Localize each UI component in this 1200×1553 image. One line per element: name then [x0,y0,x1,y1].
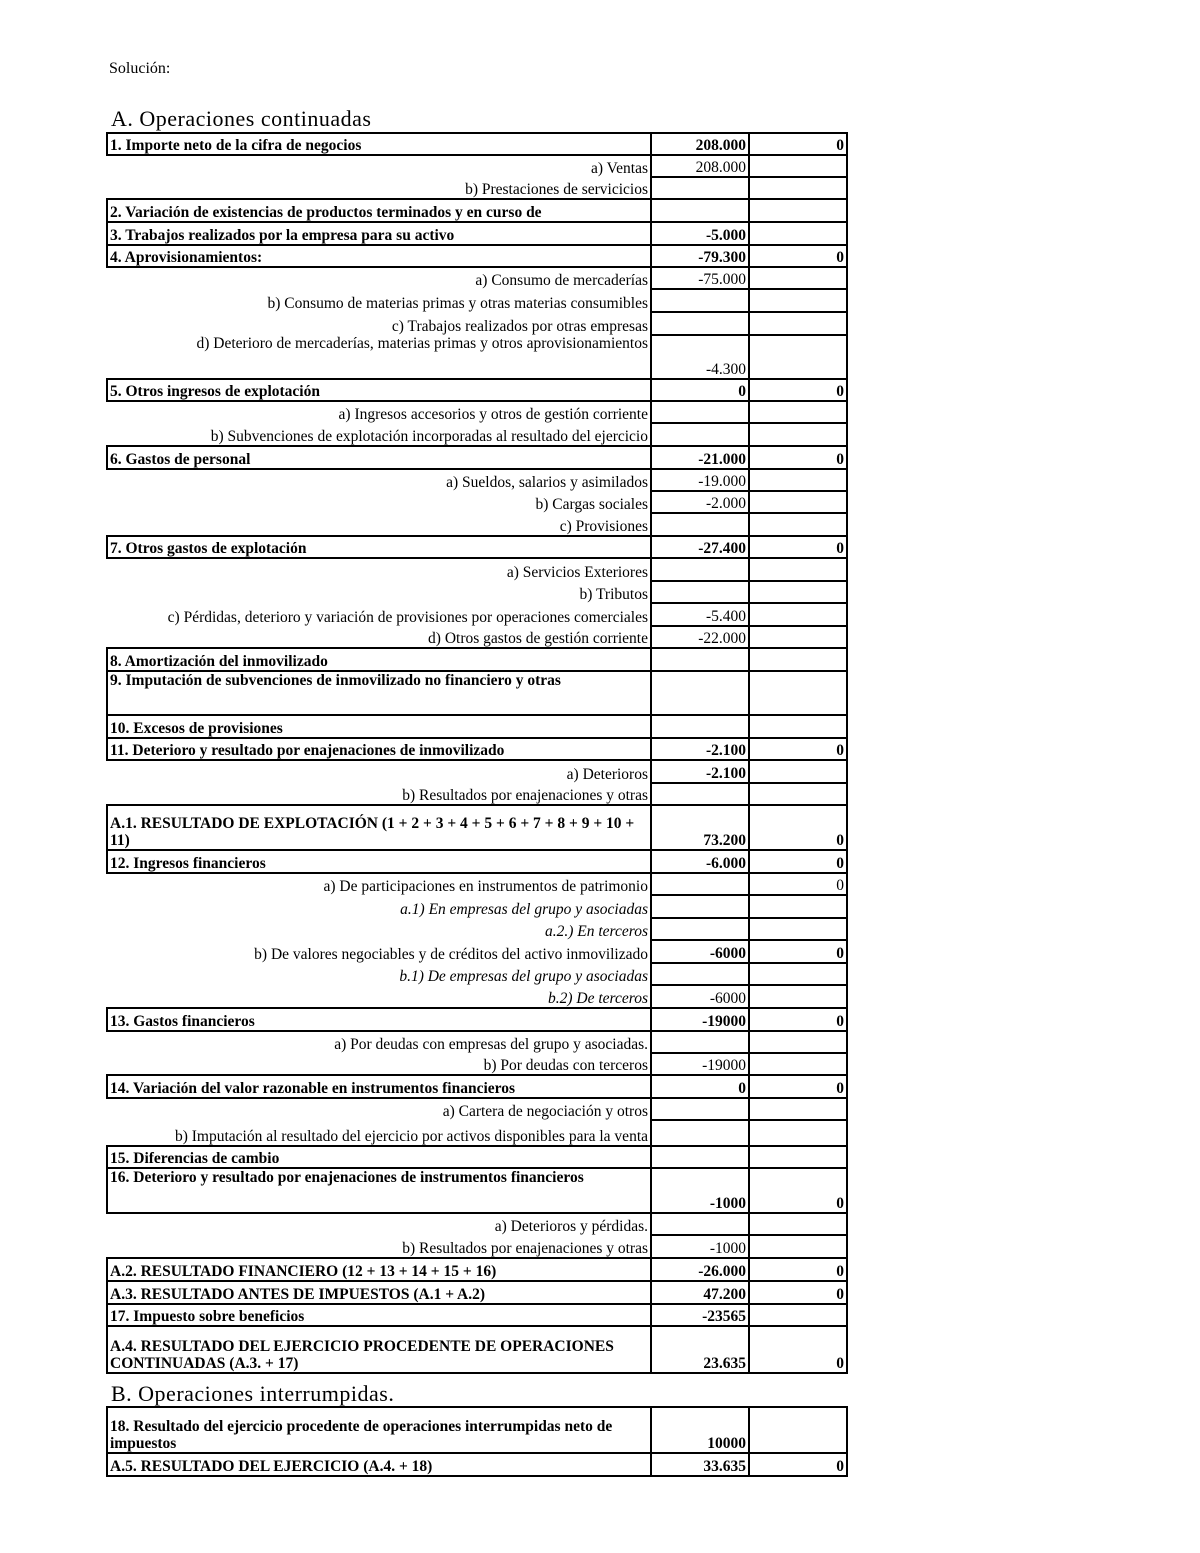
table-row [107,558,847,581]
row-label: 10. Excesos de provisiones [107,715,651,738]
row-value-previous [749,715,847,738]
table-row [107,760,847,783]
row-value-current: -19000 [651,1053,749,1075]
row-label: b) De valores negociables y de créditos del activo inmovilizado [254,946,648,963]
table-row [107,1031,847,1053]
table-row [107,918,847,940]
row-label: 16. Deterioro y resultado por enajenaciones de instrumentos financieros [107,1168,651,1213]
row-label: 8. Amortización del inmovilizado [107,648,651,671]
table-row [107,581,847,603]
table-row [107,312,847,335]
table-row [107,1053,847,1075]
row-label: A.2. RESULTADO FINANCIERO (12 + 13 + 14 + 15 + 16) [107,1258,651,1281]
table-row [107,1453,847,1476]
row-value-current: 73.200 [651,805,749,850]
table-row [107,671,847,715]
row-label: b) Subvenciones de explotación incorporadas al resultado del ejercicio [210,428,648,445]
row-label: a.1) En empresas del grupo y asociadas [400,901,648,918]
row-value-previous: 0 [749,1075,847,1098]
row-label: a) Por deudas con empresas del grupo y asociadas. [334,1036,648,1053]
row-value-current: -75.000 [651,267,749,289]
table-row [107,783,847,805]
row-value-previous: 0 [749,1326,847,1373]
row-value-previous [749,312,847,335]
row-label: c) Trabajos realizados por otras empresas [391,318,648,335]
row-label: a.2.) En terceros [544,923,648,940]
table-row [107,222,847,245]
row-value-previous [749,626,847,648]
row-value-current [651,1031,749,1053]
row-label: b.1) De empresas del grupo y asociadas [399,968,648,985]
row-value-previous: 0 [749,245,847,267]
income-statement-interrupted-table [106,1406,848,1477]
row-value-current: -21.000 [651,446,749,469]
row-value-current [651,873,749,895]
row-value-current: 0 [651,379,749,401]
table-row [107,155,847,177]
row-value-previous [749,1235,847,1258]
row-label: A.5. RESULTADO DEL EJERCICIO (A.4. + 18) [107,1453,651,1476]
row-value-current: -6000 [651,985,749,1008]
row-value-previous [749,1031,847,1053]
row-value-previous [749,918,847,940]
row-value-current: -2.100 [651,738,749,760]
row-label: 1. Importe neto de la cifra de negocios [107,133,651,155]
row-value-previous [749,603,847,626]
table-row [107,603,847,626]
row-label: a) Servicios Exteriores [506,564,648,581]
table-row [107,738,847,760]
intro-label: Solución: [109,60,171,77]
row-value-previous [749,513,847,536]
row-label: a) Deterioros y pérdidas. [494,1218,648,1235]
row-value-current [651,895,749,918]
row-label: 14. Variación del valor razonable en instrumentos financieros [107,1075,651,1098]
row-label: b) Imputación al resultado del ejercicio por activos disponibles para la venta [174,1128,648,1145]
row-label: b.2) De terceros [547,990,648,1007]
row-value-previous: 0 [749,1008,847,1031]
row-value-current [651,1213,749,1235]
table-row [107,940,847,963]
row-value-previous: 0 [749,133,847,155]
row-label: 3. Trabajos realizados por la empresa para su activo [107,222,651,245]
row-value-previous [749,895,847,918]
row-value-previous: 0 [749,940,847,963]
row-label: A.4. RESULTADO DEL EJERCICIO PROCEDENTE DE OPERACIONES CONTINUADAS (A.3. + 17) [107,1326,651,1373]
row-label: 15. Diferencias de cambio [107,1146,651,1168]
table-row [107,963,847,985]
table-row [107,1235,847,1258]
row-value-previous [749,491,847,513]
table-row [107,1168,847,1213]
table-row [107,1120,847,1146]
row-value-current [651,177,749,199]
row-value-current: -4.300 [651,335,749,379]
row-label: 11. Deterioro y resultado por enajenaciones de inmovilizado [107,738,651,760]
table-row [107,491,847,513]
row-value-current: -79.300 [651,245,749,267]
row-value-previous [749,671,847,715]
row-label: a) Consumo de mercaderías [475,272,648,289]
table-row [107,1146,847,1168]
row-value-current: -19000 [651,1008,749,1031]
row-value-current [651,513,749,536]
row-value-current [651,558,749,581]
row-value-previous: 0 [749,379,847,401]
row-label: 17. Impuesto sobre beneficios [107,1304,651,1326]
table-row [107,1213,847,1235]
row-value-previous: 0 [749,1168,847,1213]
row-label: a) Deterioros [566,766,648,783]
row-label: A.1. RESULTADO DE EXPLOTACIÓN (1 + 2 + 3 + 4 + 5 + 6 + 7 + 8 + 9 + 10 + 11) [107,805,651,850]
row-label: b) Consumo de materias primas y otras materias consumibles [267,295,648,312]
row-label: 13. Gastos financieros [107,1008,651,1031]
row-value-previous [749,1213,847,1235]
row-label: 12. Ingresos financieros [107,850,651,873]
row-value-current: -2.000 [651,491,749,513]
table-row [107,895,847,918]
row-label: 5. Otros ingresos de explotación [107,379,651,401]
table-row [107,626,847,648]
row-value-previous: 0 [749,1281,847,1304]
row-value-current: -22.000 [651,626,749,648]
row-value-current [651,783,749,805]
row-value-previous [749,1098,847,1120]
row-value-current: -19.000 [651,469,749,491]
row-label: c) Provisiones [559,518,648,535]
row-value-current [651,1146,749,1168]
row-label: 9. Imputación de subvenciones de inmovilizado no financiero y otras [107,671,651,715]
table-row [107,1407,847,1453]
row-value-previous: 0 [749,738,847,760]
row-label: c) Pérdidas, deterioro y variación de provisiones por operaciones comerciales [167,609,648,626]
income-statement-continued-table [106,132,848,1374]
row-value-previous [749,648,847,671]
row-value-previous: 0 [749,446,847,469]
row-value-current: 208.000 [651,155,749,177]
row-value-current: 0 [651,1075,749,1098]
table-row [107,1258,847,1281]
row-value-current: 33.635 [651,1453,749,1476]
row-label: 4. Aprovisionamientos: [107,245,651,267]
row-value-current: 208.000 [651,133,749,155]
row-value-current: -6000 [651,940,749,963]
table-row [107,446,847,469]
row-value-current: -5.000 [651,222,749,245]
row-value-previous [749,1053,847,1075]
table-row [107,335,847,379]
row-label: b) Prestaciones de servicicios [465,181,648,198]
table-row [107,715,847,738]
row-value-current [651,671,749,715]
row-value-previous [749,1120,847,1146]
row-value-previous [749,581,847,603]
row-value-current: -5.400 [651,603,749,626]
row-label: a) Sueldos, salarios y asimilados [446,474,648,491]
row-value-current: -1000 [651,1168,749,1213]
row-value-current [651,1120,749,1146]
table-row [107,873,847,895]
row-value-previous [749,423,847,446]
table-row [107,1304,847,1326]
row-label: b) Resultados por enajenaciones y otras [402,787,648,804]
table-row [107,469,847,491]
row-value-current [651,423,749,446]
row-value-current: -26.000 [651,1258,749,1281]
row-value-previous [749,469,847,491]
row-value-previous [749,401,847,423]
row-value-previous [749,1407,847,1453]
table-row [107,985,847,1008]
row-label: a) Ventas [591,160,648,177]
table-row [107,379,847,401]
table-row [107,245,847,267]
row-label: b) Tributos [579,586,648,603]
row-value-previous [749,1304,847,1326]
row-value-previous: 0 [749,805,847,850]
row-value-current: -2.100 [651,760,749,783]
table-row [107,401,847,423]
row-value-current: -23565 [651,1304,749,1326]
table-row [107,1008,847,1031]
table-row [107,1326,847,1373]
row-value-previous [749,267,847,289]
row-value-current [651,401,749,423]
row-value-previous [749,289,847,312]
table-row [107,177,847,199]
row-label: a) Ingresos accesorios y otros de gestión corriente [338,406,648,423]
table-row [107,199,847,222]
row-label: a) De participaciones en instrumentos de patrimonio [323,878,648,895]
row-value-previous [749,760,847,783]
row-value-previous [749,222,847,245]
row-value-current: -6.000 [651,850,749,873]
row-value-current: -27.400 [651,536,749,558]
row-value-current [651,715,749,738]
row-value-previous: 0 [749,873,847,895]
row-label: d) Deterioro de mercaderías, materias primas y otros aprovisionamientos [196,335,648,352]
row-label: 7. Otros gastos de explotación [107,536,651,558]
row-value-previous [749,177,847,199]
table-row [107,267,847,289]
table-row [107,648,847,671]
table-row [107,1098,847,1120]
table-row [107,513,847,536]
table-row [107,1075,847,1098]
row-value-current [651,199,749,222]
row-value-current: 47.200 [651,1281,749,1304]
row-value-current: 23.635 [651,1326,749,1373]
table-row [107,536,847,558]
row-value-previous [749,783,847,805]
row-value-previous: 0 [749,1453,847,1476]
row-value-current: 10000 [651,1407,749,1453]
table-row [107,423,847,446]
row-value-previous [749,199,847,222]
row-label: d) Otros gastos de gestión corriente [428,630,648,647]
row-value-previous [749,155,847,177]
row-value-previous [749,1146,847,1168]
table-row [107,850,847,873]
row-label: b) Resultados por enajenaciones y otras [402,1240,648,1257]
row-label: 6. Gastos de personal [107,446,651,469]
row-value-previous [749,335,847,379]
row-label: a) Cartera de negociación y otros [442,1103,648,1120]
row-value-previous: 0 [749,850,847,873]
row-value-previous: 0 [749,536,847,558]
row-value-current: -1000 [651,1235,749,1258]
table-row [107,1281,847,1304]
row-value-current [651,289,749,312]
row-value-previous [749,985,847,1008]
table-row [107,805,847,850]
table-row [107,133,847,155]
row-value-current [651,312,749,335]
row-label: 18. Resultado del ejercicio procedente de operaciones interrumpidas neto de impuestos [107,1407,651,1453]
row-label: b) Por deudas con terceros [483,1057,648,1074]
row-label: 2. Variación de existencias de productos terminados y en curso de [107,199,651,222]
row-value-current [651,963,749,985]
section-a-title: A. Operaciones continuadas [111,106,372,131]
row-value-previous [749,963,847,985]
row-label: A.3. RESULTADO ANTES DE IMPUESTOS (A.1 + A.2) [107,1281,651,1304]
row-value-current [651,1098,749,1120]
row-value-current [651,918,749,940]
table-row [107,289,847,312]
row-value-previous: 0 [749,1258,847,1281]
row-value-current [651,648,749,671]
row-label: b) Cargas sociales [535,496,648,513]
row-value-current [651,581,749,603]
section-b-title: B. Operaciones interrumpidas. [111,1381,395,1406]
row-value-previous [749,558,847,581]
